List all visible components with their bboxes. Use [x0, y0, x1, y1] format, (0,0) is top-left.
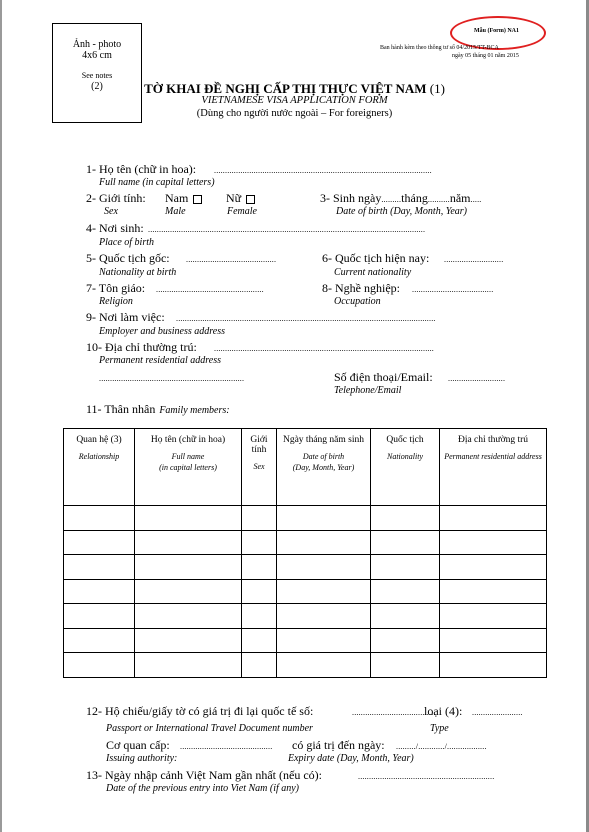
- form-title-vn: TỜ KHAI ĐỀ NGHỊ CẤP THỊ THỰC VIỆT NAM: [144, 81, 427, 96]
- passport-number-label: 12- Hộ chiếu/giấy tờ có giá trị đi lại quốc tế số:: [86, 704, 314, 718]
- table-header-row: [64, 429, 547, 506]
- photo-label: Ảnh - photo: [72, 39, 122, 50]
- expiry-date-label: có giá trị đến ngày:: [292, 738, 385, 752]
- dob-month-label: tháng: [401, 191, 428, 205]
- table-cell[interactable]: [64, 530, 135, 555]
- table-row[interactable]: [64, 579, 547, 604]
- photo-size: 4x6 cm: [82, 50, 112, 61]
- form-title-note: (1): [429, 81, 445, 96]
- employer-label: 9- Nơi làm việc:: [86, 310, 165, 324]
- place-of-birth-label: 4- Nơi sinh:: [86, 221, 144, 235]
- phone-email-label: Số điện thoại/Email:: [334, 370, 433, 384]
- nationality-at-birth-field[interactable]: .........................................: [186, 255, 277, 264]
- table-cell[interactable]: [277, 628, 371, 653]
- table-cell[interactable]: [371, 653, 440, 678]
- employer-label-en: Employer and business address: [99, 326, 226, 337]
- photo-see-notes: See notes: [81, 71, 113, 80]
- issued-date-line: ngày 05 tháng 01 năm 2015: [452, 53, 519, 59]
- table-row[interactable]: [64, 506, 547, 531]
- issued-by-line: Ban hành kèm theo thông tư số 04/2015/TT-BCA: [380, 45, 499, 51]
- col-relationship: Quan hệ (3) Relationship: [64, 429, 135, 506]
- religion-field[interactable]: .................................................: [156, 285, 264, 294]
- table-cell[interactable]: [135, 653, 242, 678]
- sex-male-option[interactable]: [165, 191, 202, 206]
- family-members-table: [63, 428, 547, 678]
- dob-year-field[interactable]: .....: [470, 195, 482, 204]
- table-cell[interactable]: [64, 604, 135, 629]
- sex-label-en: Sex: [104, 206, 118, 217]
- dob-year-label: năm: [449, 191, 471, 205]
- issuing-authority-field[interactable]: ..........................................: [180, 742, 273, 751]
- date-of-birth-label-en: Date of birth (Day, Month, Year): [336, 206, 468, 217]
- col-nationality: Quốc tịch Nationality: [371, 429, 440, 506]
- nationality-at-birth-label: 5- Quốc tịch gốc:: [86, 251, 170, 265]
- dob-day-label: 3- Sinh ngày: [320, 191, 382, 205]
- family-members-label-en: Family members:: [159, 405, 230, 416]
- full-name-field[interactable]: ...................................................................................................: [214, 166, 432, 175]
- table-cell[interactable]: [135, 530, 242, 555]
- full-name-label: 1- Họ tên (chữ in hoa):: [86, 162, 197, 176]
- place-of-birth-field[interactable]: ..............................................................................................................................: [148, 225, 426, 234]
- female-checkbox[interactable]: [246, 195, 255, 204]
- table-cell[interactable]: [440, 530, 547, 555]
- photo-note-number: (2): [91, 81, 103, 92]
- table-cell[interactable]: [64, 555, 135, 580]
- table-cell[interactable]: [371, 555, 440, 580]
- table-cell[interactable]: [135, 506, 242, 531]
- table-cell[interactable]: [242, 653, 277, 678]
- phone-email-field[interactable]: ..........................: [448, 374, 506, 383]
- table-cell[interactable]: [277, 653, 371, 678]
- occupation-field[interactable]: .....................................: [412, 285, 494, 294]
- table-cell[interactable]: [242, 604, 277, 629]
- employer-field[interactable]: ......................................................................................................................: [176, 314, 436, 323]
- table-cell[interactable]: [440, 653, 547, 678]
- sex-label: 2- Giới tính:: [86, 191, 146, 205]
- table-cell[interactable]: [135, 604, 242, 629]
- previous-entry-label: 13- Ngày nhập cảnh Việt Nam gần nhất (nếu có):: [86, 768, 322, 782]
- table-cell[interactable]: [64, 579, 135, 604]
- permanent-address-field[interactable]: ....................................................................................................: [214, 344, 434, 353]
- table-cell[interactable]: [277, 530, 371, 555]
- table-cell[interactable]: [64, 628, 135, 653]
- table-cell[interactable]: [371, 506, 440, 531]
- sex-female-option[interactable]: [226, 191, 255, 206]
- table-cell[interactable]: [242, 628, 277, 653]
- form-title-en: VIETNAMESE VISA APPLICATION FORM: [201, 95, 388, 106]
- table-cell[interactable]: [371, 579, 440, 604]
- expiry-date-field[interactable]: ........./............/..................: [396, 742, 487, 751]
- sex-male-label: Nam: [165, 191, 189, 205]
- col-date-of-birth: Ngày tháng năm sinh Date of birth (Day, Month, Year): [277, 429, 371, 506]
- permanent-address-field-2[interactable]: ..................................................................: [99, 374, 245, 383]
- permanent-address-label: 10- Địa chỉ thường trú:: [86, 340, 197, 354]
- passport-number-field[interactable]: ......................................: [352, 708, 436, 717]
- table-cell[interactable]: [135, 555, 242, 580]
- table-cell[interactable]: [440, 506, 547, 531]
- occupation-label-en: Occupation: [334, 296, 381, 307]
- date-of-birth-label: [320, 191, 482, 206]
- passport-number-label-en: Passport or International Travel Document number: [106, 723, 313, 734]
- table-row[interactable]: [64, 555, 547, 580]
- table-cell[interactable]: [440, 604, 547, 629]
- male-checkbox[interactable]: [193, 195, 202, 204]
- table-cell[interactable]: [242, 555, 277, 580]
- table-cell[interactable]: [371, 604, 440, 629]
- previous-entry-label-en: Date of the previous entry into Viet Nam (if any): [106, 783, 300, 794]
- previous-entry-field[interactable]: ..............................................................: [358, 772, 495, 781]
- permanent-address-label-en: Permanent residential address: [99, 355, 222, 366]
- dob-month-field[interactable]: ..........: [427, 195, 450, 204]
- sex-female-label: Nữ: [226, 191, 242, 205]
- table-cell[interactable]: [277, 604, 371, 629]
- table-cell[interactable]: [64, 653, 135, 678]
- occupation-label: 8- Nghề nghiệp:: [322, 281, 400, 295]
- col-sex: Giới tính Sex: [242, 429, 277, 506]
- passport-type-label: loại (4):: [424, 704, 463, 718]
- table-cell[interactable]: [440, 628, 547, 653]
- phone-email-label-en: Telephone/Email: [334, 385, 402, 396]
- page-border-left: [0, 0, 2, 832]
- table-cell[interactable]: [440, 579, 547, 604]
- religion-label: 7- Tôn giáo:: [86, 281, 146, 295]
- table-row[interactable]: [64, 604, 547, 629]
- table-row[interactable]: [64, 530, 547, 555]
- place-of-birth-label-en: Place of birth: [99, 237, 154, 248]
- table-cell[interactable]: [64, 506, 135, 531]
- full-name-label-en: Full name (in capital letters): [99, 177, 215, 188]
- male-label-en: Male: [165, 206, 186, 217]
- table-cell[interactable]: [277, 506, 371, 531]
- table-cell[interactable]: [277, 555, 371, 580]
- issuing-authority-label-en: Issuing authority:: [106, 753, 178, 764]
- table-cell[interactable]: [371, 530, 440, 555]
- table-cell[interactable]: [242, 530, 277, 555]
- table-cell[interactable]: [135, 579, 242, 604]
- dob-day-field[interactable]: .........: [381, 195, 402, 204]
- family-members-label: 11- Thân nhân: [86, 402, 156, 416]
- passport-type-label-en: Type: [430, 723, 449, 734]
- current-nationality-label: 6- Quốc tịch hiện nay:: [322, 251, 430, 265]
- table-row[interactable]: [64, 628, 547, 653]
- table-cell[interactable]: [135, 628, 242, 653]
- issuing-authority-label: Cơ quan cấp:: [106, 738, 170, 752]
- table-row[interactable]: [64, 653, 547, 678]
- family-members-heading: [86, 400, 230, 418]
- col-address: Địa chỉ thường trú Permanent residential address: [440, 429, 547, 506]
- table-cell[interactable]: [440, 555, 547, 580]
- passport-type-field[interactable]: .......................: [472, 708, 523, 717]
- table-cell[interactable]: [371, 628, 440, 653]
- table-cell[interactable]: [277, 579, 371, 604]
- col-full-name: Họ tên (chữ in hoa) Full name (in capital letters): [135, 429, 242, 506]
- table-cell[interactable]: [242, 506, 277, 531]
- religion-label-en: Religion: [99, 296, 133, 307]
- current-nationality-field[interactable]: ...........................: [444, 255, 504, 264]
- nationality-at-birth-label-en: Nationality at birth: [99, 267, 177, 278]
- current-nationality-label-en: Current nationality: [334, 267, 412, 278]
- form-code: Mẫu (Form) NA1: [474, 28, 519, 34]
- form-subtitle: (Dùng cho người nước ngoài – For foreigners): [196, 108, 393, 119]
- female-label-en: Female: [227, 206, 257, 217]
- expiry-date-label-en: Expiry date (Day, Month, Year): [288, 753, 414, 764]
- table-cell[interactable]: [242, 579, 277, 604]
